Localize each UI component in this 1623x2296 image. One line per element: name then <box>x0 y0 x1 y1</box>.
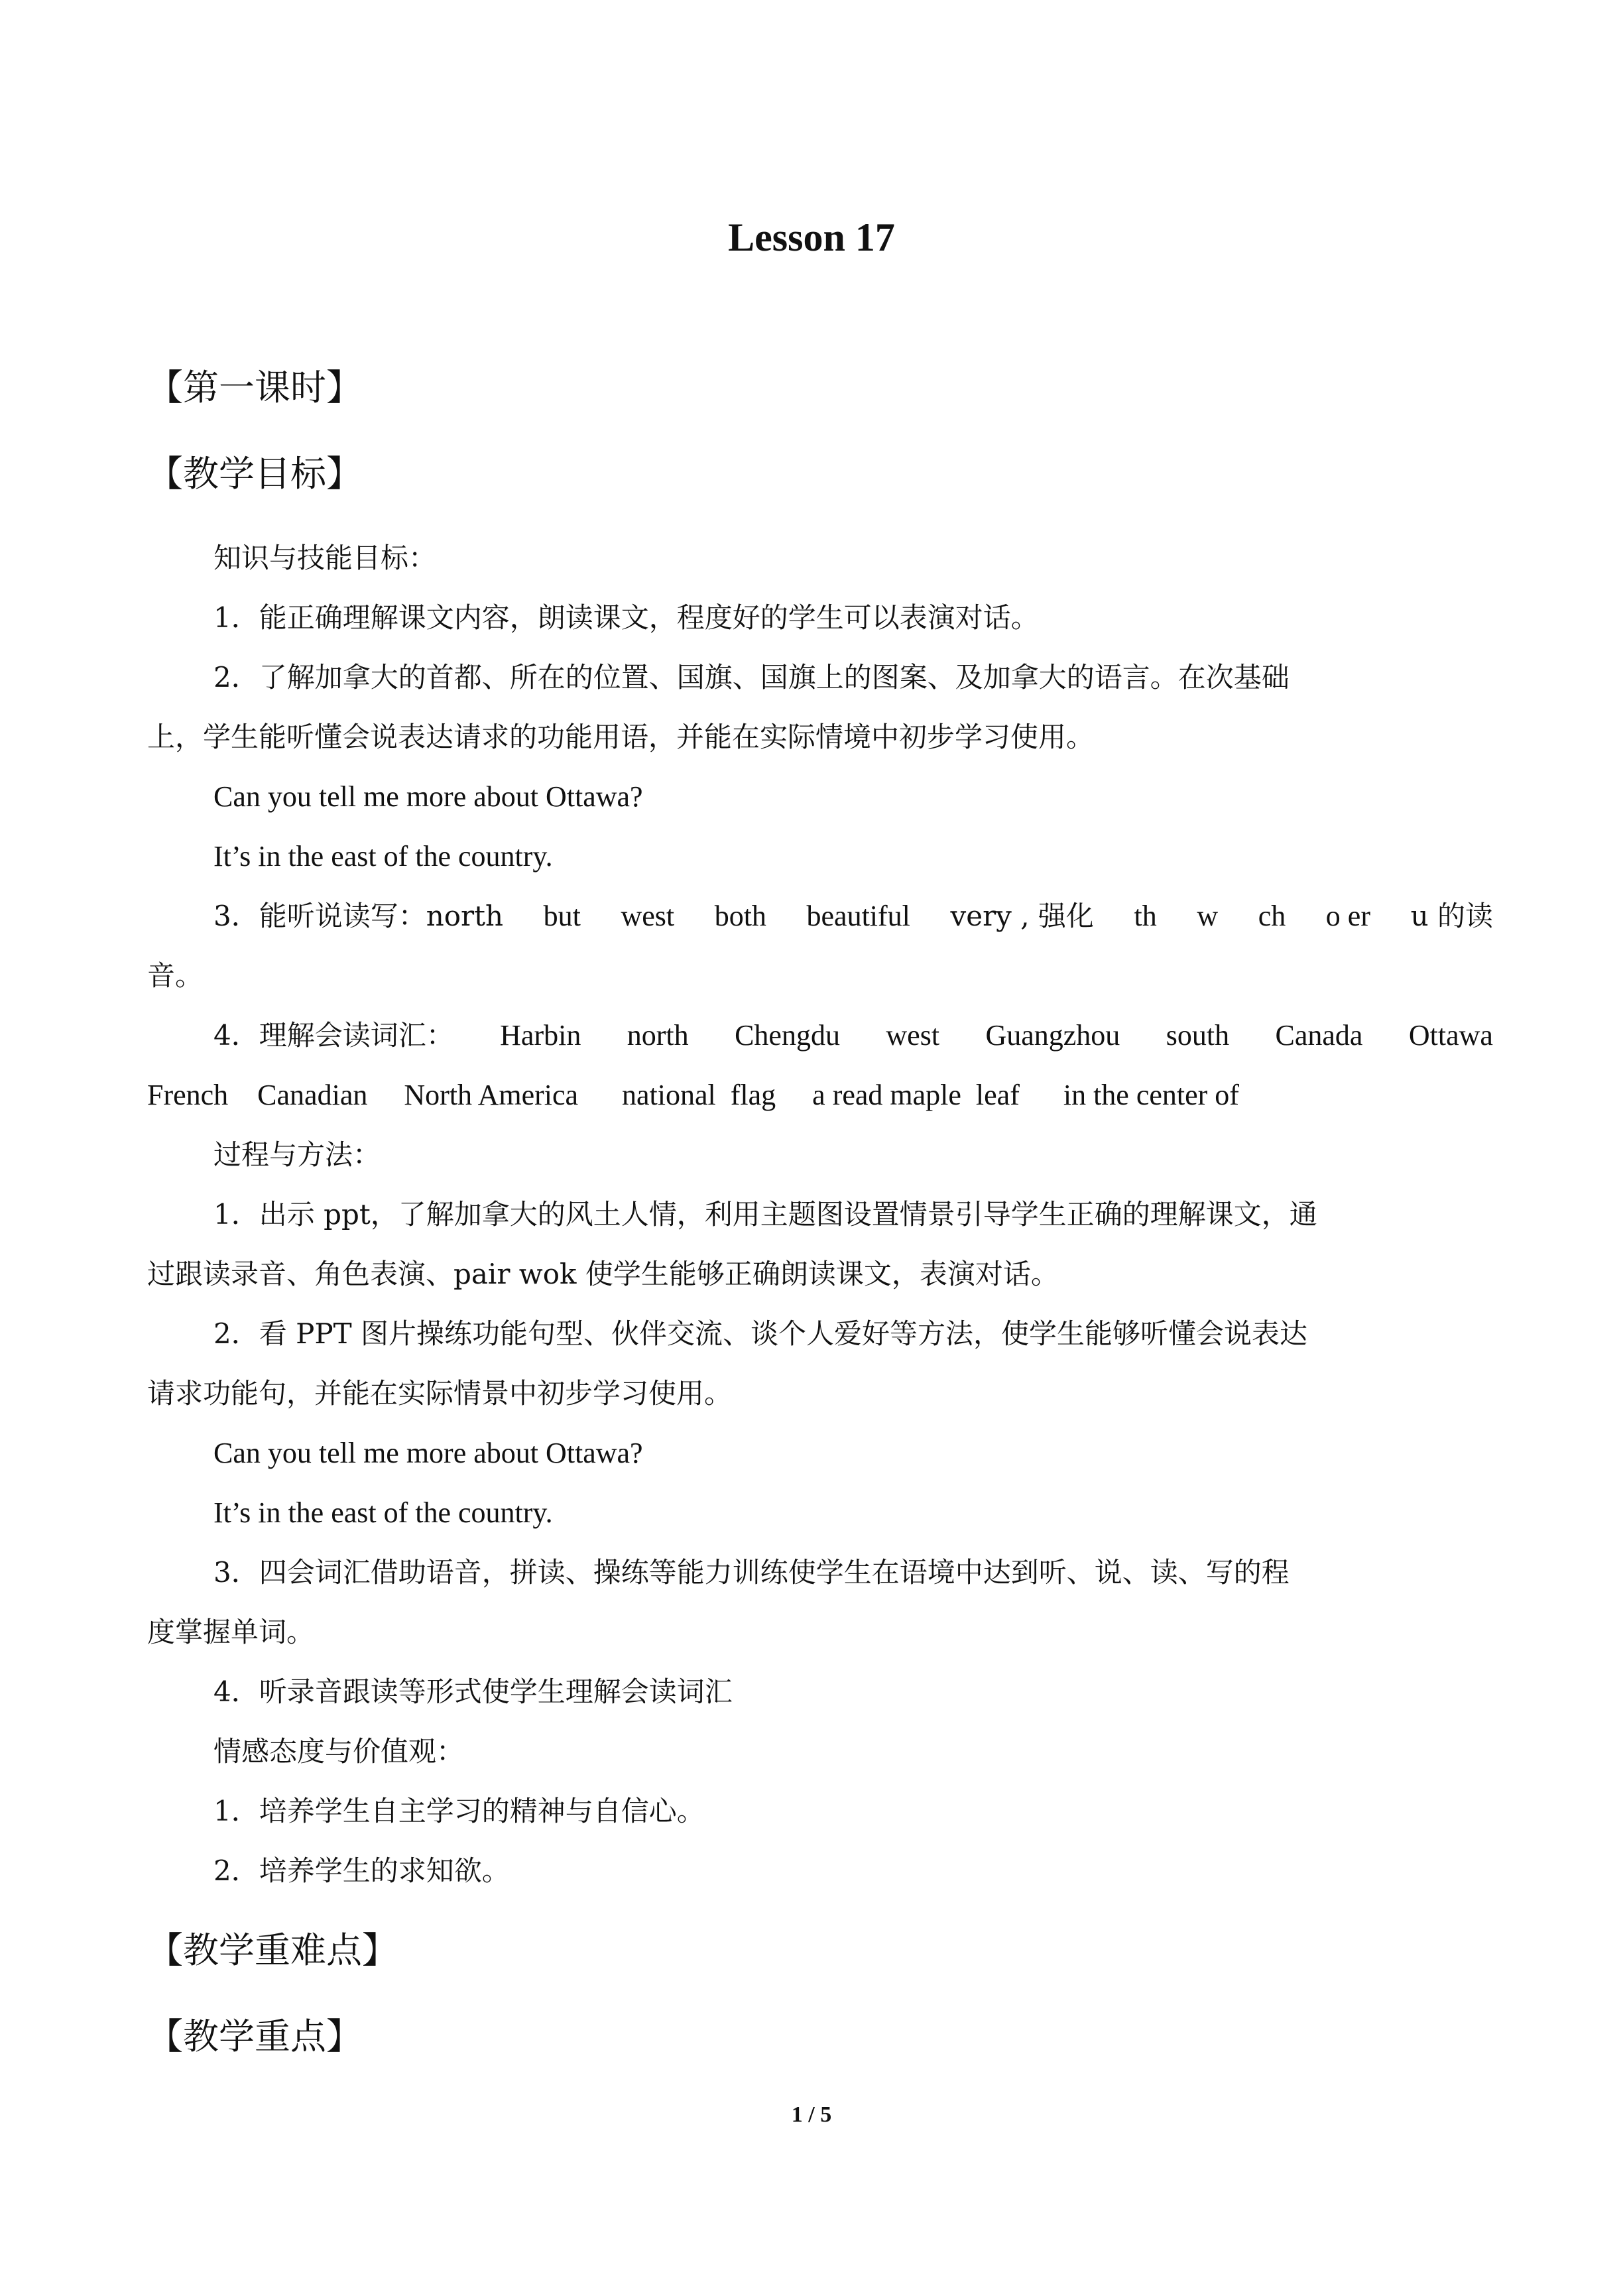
word: th <box>1134 900 1157 932</box>
word: w <box>1197 900 1219 932</box>
knowledge-item-1: 1．能正确理解课文内容，朗读课文，程度好的学生可以表演对话。 <box>213 601 1039 634</box>
attitude-label: 情感态度与价值观： <box>213 1735 465 1768</box>
process-item-1-line-1: 1．出示 ppt，了解加拿大的风土人情，利用主题图设置情景引导学生正确的理解课文，通 <box>213 1198 1317 1231</box>
process-sentence-1: Can you tell me more about Ottawa? <box>213 1437 643 1469</box>
knowledge-sentence-2: It’s in the east of the country. <box>213 840 553 873</box>
word: both <box>714 900 766 932</box>
process-item-2-line-1: 2．看 PPT 图片操练功能句型、伙伴交流、谈个人爱好等方法，使学生能够听懂会说表达 <box>213 1317 1307 1350</box>
attitude-item-1: 1．培养学生自主学习的精神与自信心。 <box>213 1795 705 1827</box>
heading-key-difficult: 【教学重难点】 <box>147 1929 398 1971</box>
process-item-4: 4．听录音跟读等形式使学生理解会读词汇 <box>213 1675 733 1708</box>
word: west <box>886 1019 940 1052</box>
heading-objectives: 【教学目标】 <box>147 453 362 495</box>
knowledge-label: 知识与技能目标： <box>213 542 437 574</box>
page-title: Lesson 17 <box>728 215 895 259</box>
word: 3．能听说读写：north <box>213 900 504 932</box>
knowledge-item-4-line-2: French Canadian North America national flag a read maple leaf in the center of <box>147 1079 1239 1111</box>
process-item-3-line-1: 3．四会词汇借助语音，拼读、操练等能力训练使学生在语境中达到听、说、读、写的程 <box>213 1556 1290 1589</box>
heading-first-period: 【第一课时】 <box>147 367 362 408</box>
process-item-3-line-2: 度掌握单词。 <box>147 1616 315 1648</box>
word: Chengdu <box>735 1019 840 1052</box>
word: Ottawa <box>1408 1019 1493 1052</box>
word: Guangzhou <box>985 1019 1120 1052</box>
process-label: 过程与方法： <box>213 1138 381 1171</box>
process-sentence-2: It’s in the east of the country. <box>213 1496 553 1529</box>
word: Canada <box>1275 1019 1363 1052</box>
knowledge-item-2-line-2: 上，学生能听懂会说表达请求的功能用语，并能在实际情境中初步学习使用。 <box>147 721 1095 753</box>
attitude-item-2: 2．培养学生的求知欲。 <box>213 1854 510 1887</box>
word: west <box>621 900 675 932</box>
knowledge-item-3-line-1 <box>213 896 1493 936</box>
knowledge-item-4-line-1 <box>213 1016 1493 1056</box>
process-item-1-line-2: 过跟读录音、角色表演、pair wok 使学生能够正确朗读课文，表演对话。 <box>147 1258 1059 1290</box>
knowledge-item-2-line-1: 2．了解加拿大的首都、所在的位置、国旗、国旗上的图案、及加拿大的语言。在次基础 <box>213 661 1290 694</box>
page-number: 1 / 5 <box>791 2102 832 2127</box>
word: ch <box>1258 900 1286 932</box>
word: u 的读 <box>1410 900 1493 932</box>
knowledge-item-3-line-2: 音。 <box>147 959 204 992</box>
word: very , 强化 <box>950 900 1094 932</box>
word: north <box>627 1019 689 1052</box>
word: 4．理解会读词汇： <box>213 1019 454 1052</box>
word: south <box>1166 1019 1230 1052</box>
word: o er <box>1325 900 1370 932</box>
heading-key-points: 【教学重点】 <box>147 2016 362 2057</box>
word: beautiful <box>806 900 910 932</box>
knowledge-sentence-1: Can you tell me more about Ottawa? <box>213 780 643 813</box>
word: but <box>543 900 581 932</box>
process-item-2-line-2: 请求功能句，并能在实际情景中初步学习使用。 <box>147 1377 733 1410</box>
word: Harbin <box>500 1019 581 1052</box>
